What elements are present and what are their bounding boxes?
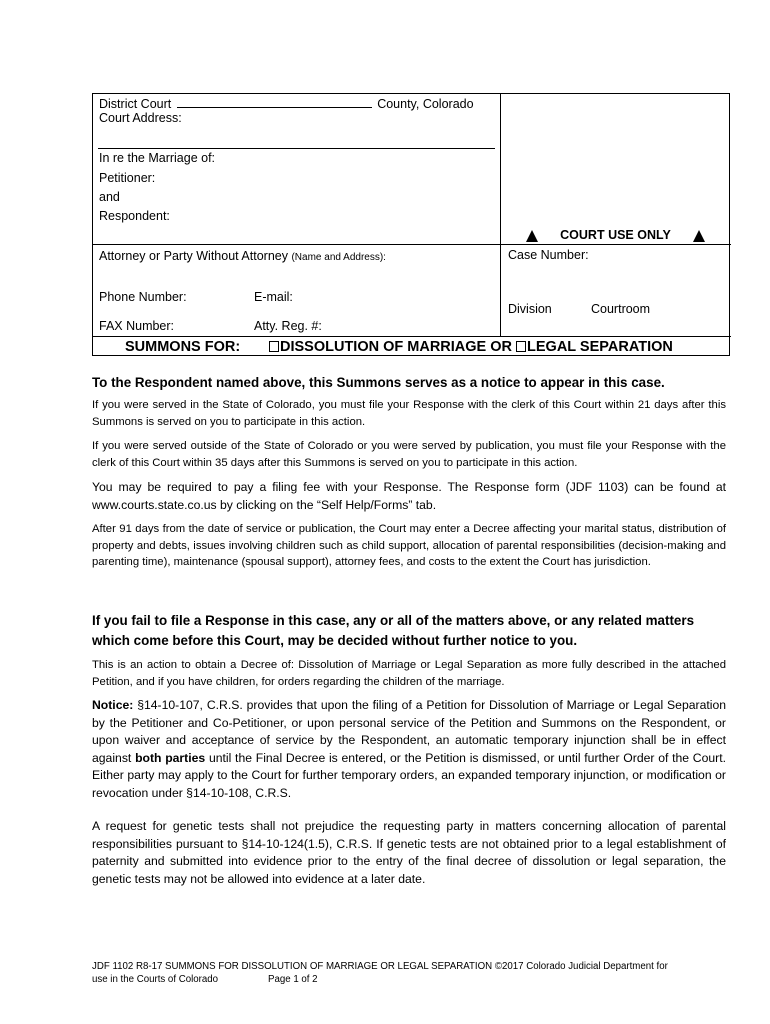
attorney-line [99,249,386,265]
fax-label: FAX Number: [99,319,175,333]
paragraph-served-in-colorado [92,397,726,430]
notice-text [92,697,726,802]
dissolution-checkbox[interactable] [269,341,279,352]
para-3-text: You may be required to pay a filing fee with your Response. The Response form (JDF 1103) can be found at www.courts.state.co.us by clicking on the “Self Help/Forms” tab. [92,480,726,512]
court-use-only [500,228,731,242]
court-address-rule [98,148,495,149]
phone-label: Phone Number: [99,290,187,304]
page-number: Page 1 of 2 [268,974,318,985]
para-1-text: If you were served in the State of Colorado, you must file your Response with the clerk of this Court within 21 days after this Summons is served on you to participate in this action. [92,399,726,428]
notice-part-2: until the Final Decree is entered, or the Petition is dismissed, or until further Order of the Court. Either party may apply to the Court for further temporary orders, an expanded temporary injunction, or modification or revocation under §14-10-108, C.R.S. [92,750,726,800]
notice-bold-both-parties: both parties [135,750,206,765]
caption-divider-right [500,244,731,245]
summons-for-label: SUMMONS FOR: [125,339,241,355]
court-use-only-label: COURT USE ONLY [560,228,671,242]
paragraph-notice [92,697,726,802]
legal-separation-option-label: LEGAL SEPARATION [527,339,673,355]
para-4-text: After 91 days from the date of service or publication, the Court may enter a Decree affecting your marital status, distribution of property and debts, issues involving children such as child support, allocation of parental responsibilities (decision-making and parenting time), maintenance (spousal support), attorney fees, and costs to the extent the Court has jurisdiction. [92,523,726,568]
heading-notice-to-appear [92,374,726,392]
division-label: Division [508,302,552,316]
attorney-sub-label: (Name and Address): [291,252,386,263]
para-2-text: If you were served outside of the State of Colorado or you were served by publication, you must file your Response with the clerk of this Court within 35 days after this Summons is served on you to participate in this action. [92,440,726,469]
footer-line-1: JDF 1102 R8-17 SUMMONS FOR DISSOLUTION OF MARRIAGE OR LEGAL SEPARATION ©2017 Colorado Judicial Department for [92,961,668,972]
respondent-label: Respondent: [99,209,170,223]
county-label: County, Colorado [377,97,474,111]
notice-label: Notice: [92,698,134,712]
county-blank[interactable] [177,96,372,108]
heading-1-text: To the Respondent named above, this Summons serves as a notice to appear in this case. [92,375,665,390]
paragraph-served-outside [92,438,726,471]
email-label: E-mail: [254,290,293,304]
caption-divider-left [93,244,500,245]
paragraph-genetic-tests [92,818,726,888]
summons-title [93,337,731,357]
footer-line-2 [92,973,732,986]
notice-part-1: §14-10-107, C.R.S. provides that upon the filing of a Petition for Dissolution of Marriage or Legal Separation by the Petitioner and Co-Petitioner, or upon personal service of the Petition and Summons on the Respondent, or upon waiver and acceptance of service by the Respondent, an automatic temporary injunction shall be in effect against [92,698,726,765]
para-5-text: This is an action to obtain a Decree of: Dissolution of Marriage or Legal Separation as more fully described in the attached Petition, and if you have children, for orders regarding the children of the marriage. [92,659,726,688]
paragraph-action-decree [92,657,726,690]
and-label: and [99,190,120,204]
footer-courts-label: use in the Courts of Colorado [92,974,219,985]
form-footer [92,960,732,986]
legal-separation-checkbox[interactable] [516,341,526,352]
case-caption-box [92,93,730,356]
district-court-label: District Court [99,97,172,111]
petitioner-label: Petitioner: [99,171,156,185]
triangle-up-icon [526,230,538,242]
dissolution-option-label: DISSOLUTION OF MARRIAGE OR [280,339,517,355]
summons-options [269,339,673,355]
paragraph-filing-fee [92,479,726,514]
district-court-line [99,96,474,112]
triangle-up-icon [693,230,705,242]
courtroom-label: Courtroom [591,302,651,316]
in-re-label: In re the Marriage of: [99,151,216,165]
heading-fail-to-file [92,611,726,650]
court-address-label: Court Address: [99,111,182,125]
case-number-label: Case Number: [508,248,589,262]
heading-2-text: If you fail to file a Response in this case, any or all of the matters above, or any related matters which come before this Court, may be decided without further notice to you. [92,613,695,648]
para-6-text: A request for genetic tests shall not prejudice the requesting party in matters concerning allocation of parental responsibilities pursuant to §14-10-124(1.5), C.R.S. If genetic tests are not obtained prior to a legal establishment of paternity and submitted into evidence prior to the entry of the final decree of dissolution or legal separation, the genetic tests may not be allowed into evidence at a later date. [92,819,726,886]
attorney-label: Attorney or Party Without Attorney [99,249,288,263]
caption-divider-vertical [500,94,501,336]
atty-reg-label: Atty. Reg. #: [254,319,322,333]
paragraph-91-days [92,521,726,571]
